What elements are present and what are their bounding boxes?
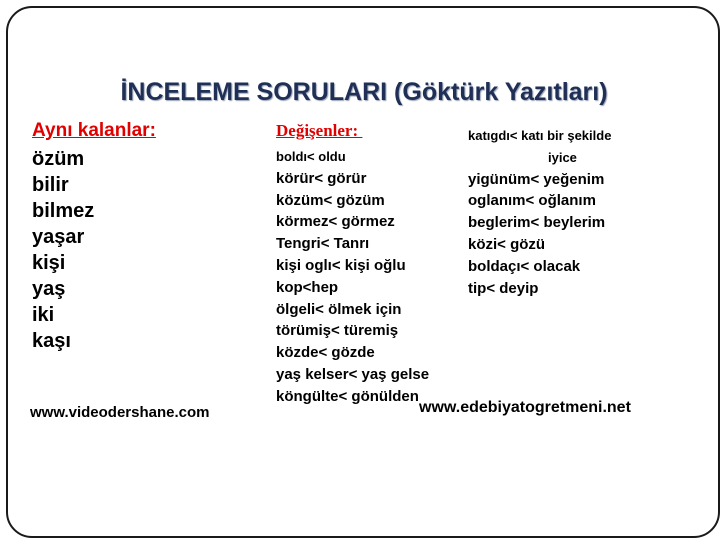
unchanged-words-heading: Aynı kalanlar: (32, 120, 156, 141)
list-item: köngülte< gönülden (276, 387, 419, 405)
list-item: bilir (32, 174, 69, 196)
list-item: yigünüm< yeğenim (468, 170, 605, 188)
list-item: bilmez (32, 200, 95, 222)
edebiyatogretmeni-link[interactable]: www.edebiyatogretmeni.net (419, 399, 631, 416)
list-item: yaş (32, 278, 66, 300)
list-item: kişi oglı< kişi oğlu (276, 256, 406, 274)
list-item: körmez< görmez (276, 213, 395, 231)
list-item: közi< gözü (468, 235, 546, 253)
changed-words-side-list (468, 125, 611, 299)
list-item: boldaçı< olacak (468, 257, 581, 275)
list-item: katıgdı< katı bir şekilde (468, 128, 612, 143)
list-item: özüm (32, 148, 85, 170)
videodershane-link[interactable]: www.videodershane.com (30, 404, 210, 421)
list-item: boldı< oldu (276, 149, 346, 164)
changed-words-heading: Değişenler: (276, 121, 363, 140)
list-item: beglerim< beylerim (468, 214, 606, 232)
list-item: közüm< gözüm (276, 191, 385, 209)
list-item: Tengri< Tanrı (276, 235, 370, 253)
list-item: oglanım< oğlanım (468, 192, 596, 210)
changed-words-list (276, 146, 429, 408)
list-item: iyice (548, 149, 577, 165)
slide-title: İNCELEME SORULARI (Göktürk Yazıtları) (120, 78, 608, 106)
list-item: törümiş< türemiş (276, 322, 399, 340)
list-item: iki (32, 304, 55, 326)
list-item: ölgeli< ölmek için (276, 300, 402, 318)
list-item: tip< deyip (468, 279, 539, 297)
list-item: kop<hep (276, 278, 339, 296)
list-item: yaşar (32, 226, 85, 248)
unchanged-words-list (32, 146, 94, 354)
list-item: közde< gözde (276, 344, 375, 362)
list-item: kişi (32, 252, 66, 274)
list-item: yaş kelser< yaş gelse (276, 365, 430, 383)
list-item: körür< görür (276, 169, 367, 187)
list-item: kaşı (32, 330, 71, 352)
